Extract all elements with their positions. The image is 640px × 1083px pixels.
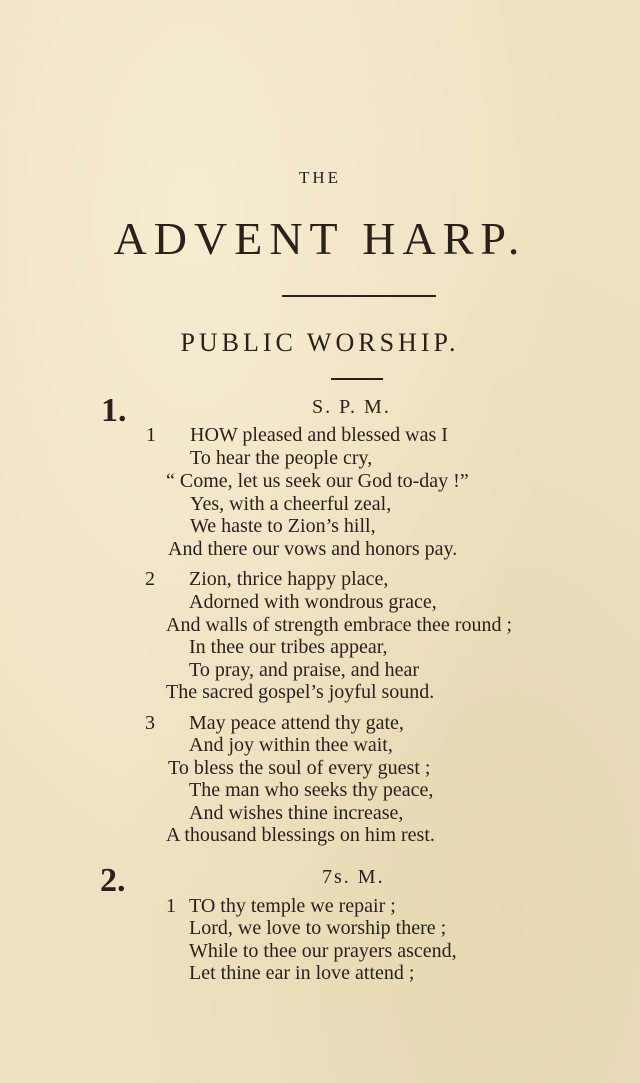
verse-line: Yes, with a cheerful zeal, <box>190 493 392 515</box>
title-prefix: THE <box>298 168 342 187</box>
verse-line: May peace attend thy gate, <box>189 712 404 734</box>
verse-number: 2 <box>145 568 155 590</box>
verse-number: 1 <box>146 424 156 446</box>
hymn-number: 2. <box>100 862 126 899</box>
verse-line: To bless the soul of every guest ; <box>168 757 431 779</box>
verse-line: In thee our tribes appear, <box>189 636 388 658</box>
verse-line: And there our vows and honors pay. <box>168 538 458 560</box>
verse-number: 1 <box>166 895 176 917</box>
section-heading: PUBLIC WORSHIP. <box>180 328 460 357</box>
verse-line: The sacred gospel’s joyful sound. <box>166 681 435 703</box>
verse-number: 3 <box>145 712 155 734</box>
verse-line: And joy within thee wait, <box>189 734 393 756</box>
book-title: ADVENT HARP. <box>113 213 527 264</box>
verse-line: And walls of strength embrace thee round ; <box>166 614 513 636</box>
verse-line: To pray, and praise, and hear <box>189 659 419 681</box>
verse-line: We haste to Zion’s hill, <box>190 515 376 537</box>
verse-line: Lord, we love to worship there ; <box>189 917 447 939</box>
verse-line: Let thine ear in love attend ; <box>189 962 415 984</box>
verse-line: Adorned with wondrous grace, <box>189 591 437 613</box>
verse-line: Zion, thrice happy place, <box>189 568 389 590</box>
verse-line: A thousand blessings on him rest. <box>166 824 435 846</box>
verse-line: HOW pleased and blessed was I <box>190 424 448 446</box>
verse-line: And wishes thine increase, <box>189 802 404 824</box>
hymn-number: 1. <box>101 392 127 429</box>
verse-line: While to thee our prayers ascend, <box>189 940 457 962</box>
verse-line: “ Come, let us seek our God to-day !” <box>166 470 469 492</box>
section-divider <box>331 378 383 380</box>
verse-line: To hear the people cry, <box>190 447 373 469</box>
verse-line: TO thy temple we repair ; <box>189 895 396 917</box>
verse-line: The man who seeks thy peace, <box>189 779 434 801</box>
title-divider <box>282 295 436 297</box>
hymn-meter: S. P. M. <box>312 396 391 418</box>
hymn-meter: 7s. M. <box>322 866 385 888</box>
